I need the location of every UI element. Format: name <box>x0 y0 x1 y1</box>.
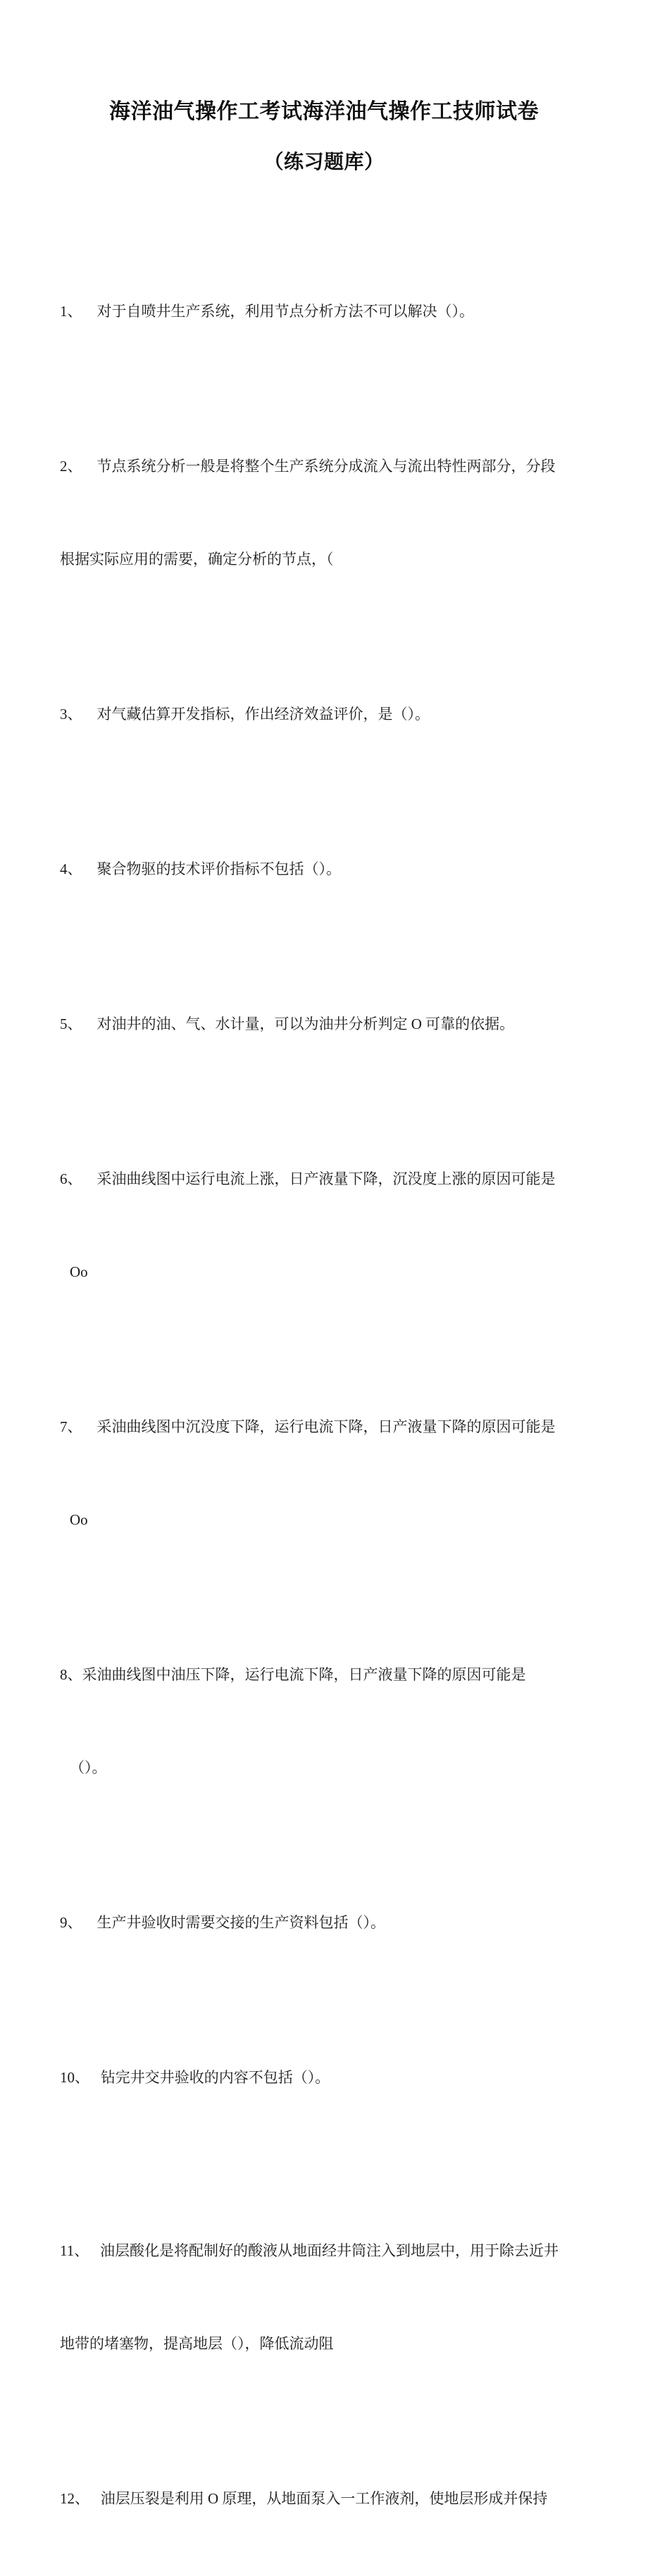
question-item-1 <box>60 234 590 389</box>
question-line: 8、采油曲线图中油压下降，运行电流下降，日产液量下降的原因可能是 <box>60 1666 526 1683</box>
question-line: 6、 采油曲线图中运行电流上涨，日产液量下降，沉没度上涨的原因可能是 <box>60 1170 556 1187</box>
question-item-11 <box>60 2173 590 2421</box>
question-line-cont: 地带的堵塞物，提高地层（），降低流动阻 <box>60 2335 334 2352</box>
question-line: 9、 生产井验收时需要交接的生产资料包括（）。 <box>60 1914 385 1931</box>
title-block <box>0 93 648 180</box>
question-line: 12、 油层压裂是利用 O 原理，从地面泵入一工作液剂，使地层形成并保持 <box>60 2490 548 2507</box>
question-line: 3、 对气藏估算开发指标，作出经济效益评价，是（）。 <box>60 706 430 723</box>
question-item-9 <box>60 1845 590 2000</box>
question-line-cont: （）。 <box>70 1759 107 1776</box>
question-line: 10、 钻完井交井验收的内容不包括（）。 <box>60 2069 330 2086</box>
question-item-5 <box>60 946 590 1101</box>
question-line: 7、 采油曲线图中沉没度下降，运行电流下降，日产液量下降的原因可能是 <box>60 1418 556 1435</box>
question-line: 5、 对油井的油、气、水计量，可以为油井分析判定 O 可靠的依据。 <box>60 1015 515 1032</box>
page-subtitle: （练习题库） <box>263 150 385 173</box>
question-item-8 <box>60 1597 590 1845</box>
question-item-3 <box>60 637 590 792</box>
question-item-7 <box>60 1349 590 1597</box>
question-line-cont: Oo <box>70 1511 88 1528</box>
question-line-cont: 根据实际应用的需要，确定分析的节点，（ <box>60 551 334 568</box>
question-line: 1、 对于自喷井生产系统，利用节点分析方法不可以解决（）。 <box>60 303 474 320</box>
question-line: 4、 聚合物驱的技术评价指标不包括（）。 <box>60 861 341 877</box>
question-item-10 <box>60 2000 590 2155</box>
question-item-12 <box>60 2421 590 2576</box>
question-item-4 <box>60 792 590 946</box>
question-item-2 <box>60 389 590 637</box>
question-list <box>60 234 590 2576</box>
question-item-6 <box>60 1101 590 1349</box>
question-line: 11、 油层酸化是将配制好的酸液从地面经井筒注入到地层中，用于除去近井 <box>60 2242 559 2259</box>
page-title: 海洋油气操作工考试海洋油气操作工技师试卷 <box>109 99 539 124</box>
question-line-cont: Oo <box>70 1263 88 1280</box>
question-line: 2、 节点系统分析一般是将整个生产系统分成流入与流出特性两部分，分段 <box>60 458 556 475</box>
